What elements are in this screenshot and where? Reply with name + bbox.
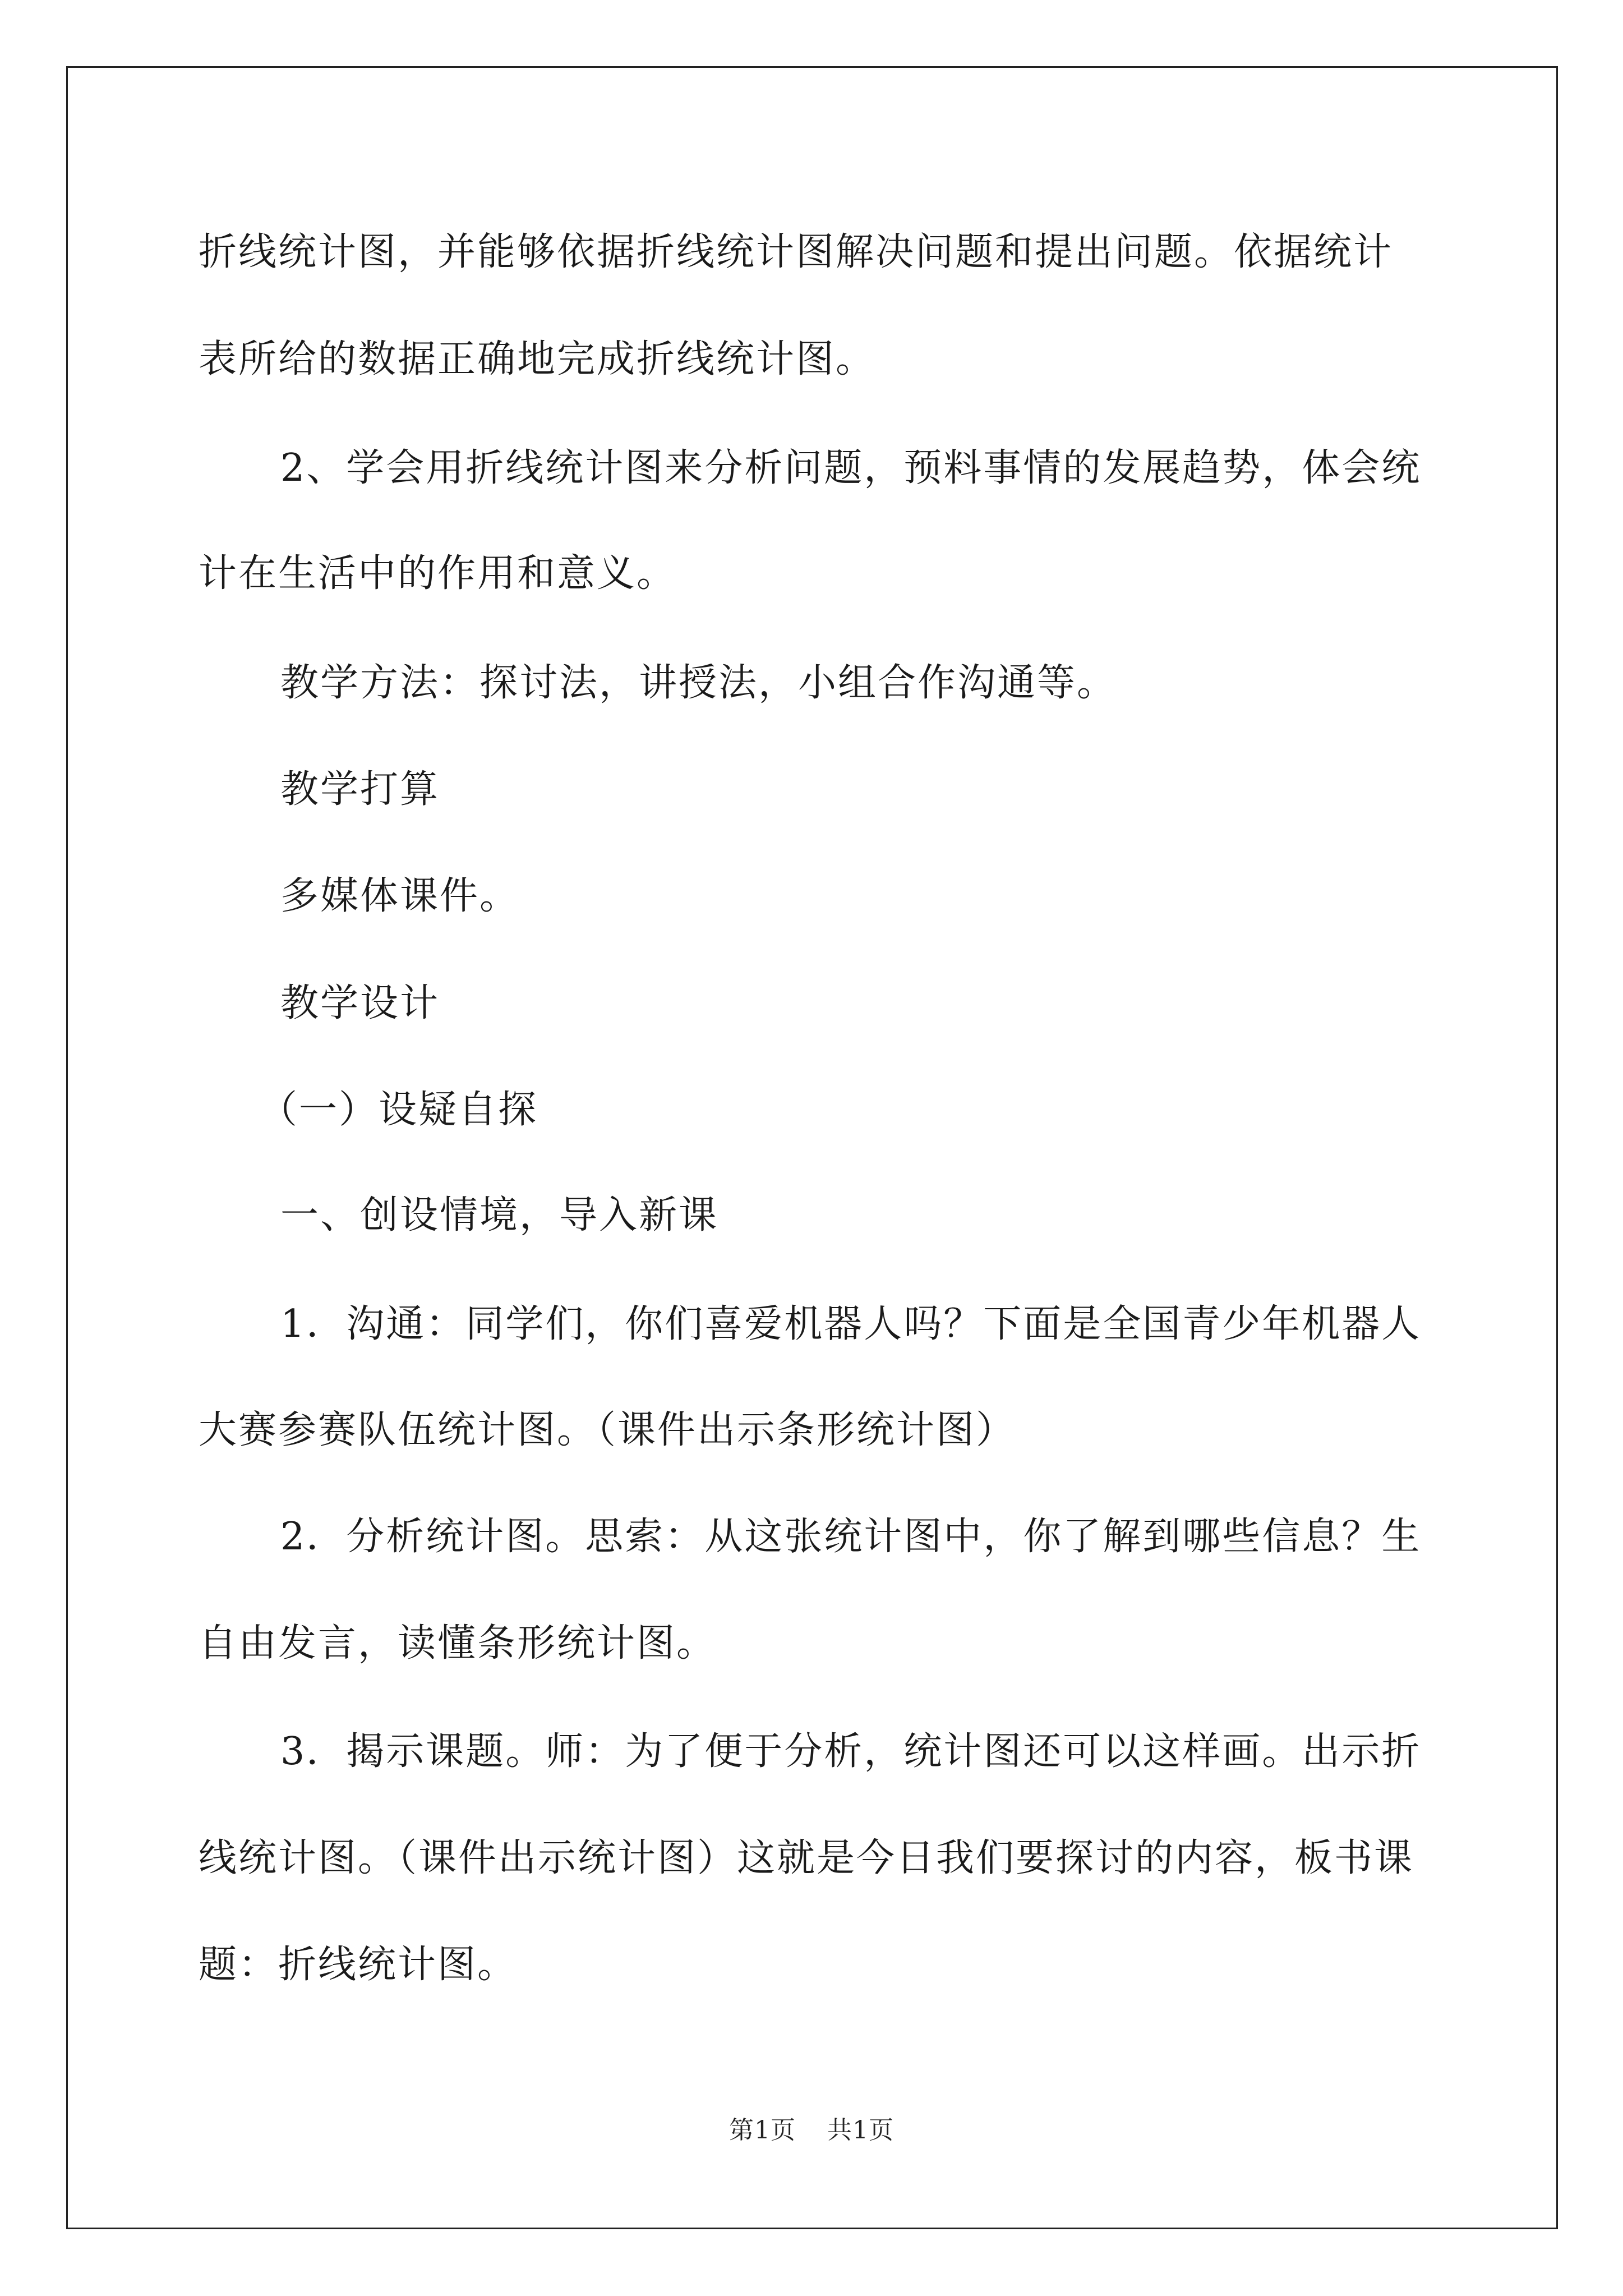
paragraph-line: 教学方法：探讨法，讲授法，小组合作沟通等。 bbox=[280, 661, 1117, 705]
paragraph-line: 大赛参赛队伍统计图。（课件出示条形统计图） bbox=[199, 1408, 1016, 1452]
paragraph-line: 折线统计图，并能够依据折线统计图解决问题和提出问题。依据统计 bbox=[199, 230, 1394, 274]
paragraph-line: 多媒体课件。 bbox=[280, 874, 520, 918]
paragraph-line: 2、学会用折线统计图来分析问题，预料事情的发展趋势，体会统 bbox=[280, 446, 1422, 490]
paragraph-line: 3．揭示课题。师：为了便于分析，统计图还可以这样画。出示折 bbox=[280, 1729, 1422, 1774]
page-footer bbox=[0, 2114, 1623, 2147]
paragraph-line: 表所给的数据正确地完成折线统计图。 bbox=[199, 337, 876, 381]
subsection-heading: 一、创设情境，导入新课 bbox=[280, 1193, 719, 1237]
section-heading: 教学设计 bbox=[280, 981, 440, 1025]
paragraph-line: 计在生活中的作用和意义。 bbox=[199, 551, 677, 596]
page-number: 第1页 bbox=[729, 2116, 796, 2145]
paragraph-line: 2．分析统计图。思索：从这张统计图中，你了解到哪些信息？生 bbox=[280, 1515, 1422, 1559]
paragraph-line: 线统计图。（课件出示统计图）这就是今日我们要探讨的内容，板书课 bbox=[199, 1836, 1414, 1880]
paragraph-line: 自由发言，读懂条形统计图。 bbox=[199, 1621, 717, 1665]
page-border bbox=[66, 66, 1558, 2229]
subsection-heading: （一）设疑自探 bbox=[259, 1088, 538, 1132]
page-total: 共1页 bbox=[827, 2116, 894, 2145]
paragraph-line: 1．沟通：同学们，你们喜爱机器人吗？下面是全国青少年机器人 bbox=[280, 1302, 1422, 1346]
paragraph-line: 题：折线统计图。 bbox=[199, 1943, 518, 1987]
section-heading: 教学打算 bbox=[280, 767, 440, 812]
